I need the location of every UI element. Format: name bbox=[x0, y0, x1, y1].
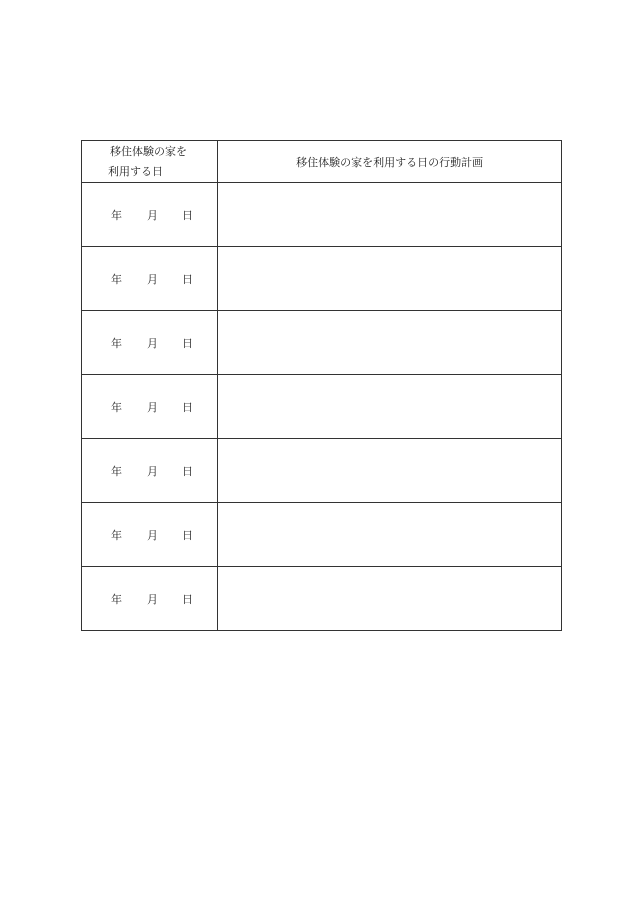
plan-cell[interactable] bbox=[218, 311, 562, 375]
month-label: 月 bbox=[147, 592, 158, 606]
day-label: 日 bbox=[182, 592, 193, 606]
table-header-row bbox=[82, 141, 562, 183]
table-row bbox=[82, 183, 562, 247]
day-label: 日 bbox=[182, 208, 193, 222]
date-cell[interactable] bbox=[82, 503, 218, 567]
year-label: 年 bbox=[111, 208, 122, 222]
plan-cell[interactable] bbox=[218, 375, 562, 439]
month-label: 月 bbox=[147, 272, 158, 286]
header-usage-date bbox=[82, 141, 218, 183]
header-usage-date-line1: 移住体験の家を bbox=[110, 144, 187, 158]
date-cell[interactable] bbox=[82, 247, 218, 311]
header-usage-date-line2: 利用する日 bbox=[108, 164, 163, 178]
day-label: 日 bbox=[182, 528, 193, 542]
month-label: 月 bbox=[147, 528, 158, 542]
plan-cell[interactable] bbox=[218, 183, 562, 247]
table-row bbox=[82, 567, 562, 631]
day-label: 日 bbox=[182, 400, 193, 414]
month-label: 月 bbox=[147, 208, 158, 222]
year-label: 年 bbox=[111, 400, 122, 414]
year-label: 年 bbox=[111, 464, 122, 478]
table-row bbox=[82, 439, 562, 503]
date-cell[interactable] bbox=[82, 439, 218, 503]
year-label: 年 bbox=[111, 528, 122, 542]
year-label: 年 bbox=[111, 272, 122, 286]
date-cell[interactable] bbox=[82, 311, 218, 375]
header-activity-plan: 移住体験の家を利用する日の行動計画 bbox=[218, 141, 562, 183]
month-label: 月 bbox=[147, 400, 158, 414]
year-label: 年 bbox=[111, 592, 122, 606]
year-label: 年 bbox=[111, 336, 122, 350]
plan-cell[interactable] bbox=[218, 247, 562, 311]
day-label: 日 bbox=[182, 272, 193, 286]
table-row bbox=[82, 375, 562, 439]
month-label: 月 bbox=[147, 336, 158, 350]
date-cell[interactable] bbox=[82, 183, 218, 247]
table-row bbox=[82, 247, 562, 311]
table-row bbox=[82, 311, 562, 375]
day-label: 日 bbox=[182, 464, 193, 478]
plan-cell[interactable] bbox=[218, 439, 562, 503]
plan-cell[interactable] bbox=[218, 567, 562, 631]
plan-cell[interactable] bbox=[218, 503, 562, 567]
date-cell[interactable] bbox=[82, 375, 218, 439]
activity-plan-table bbox=[81, 140, 562, 631]
table-row bbox=[82, 503, 562, 567]
date-cell[interactable] bbox=[82, 567, 218, 631]
day-label: 日 bbox=[182, 336, 193, 350]
month-label: 月 bbox=[147, 464, 158, 478]
